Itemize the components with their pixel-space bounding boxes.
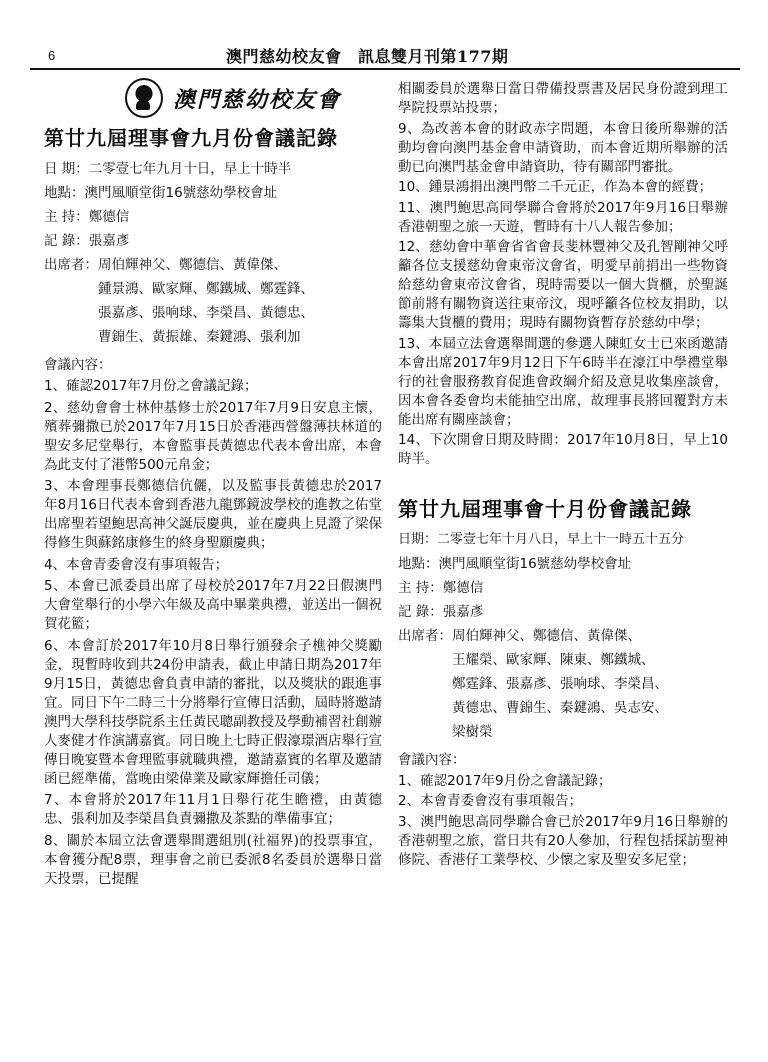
right-column [398, 80, 728, 871]
minutes-item: 10、鍾景鴻捐出澳門幣二千元正，作為本會的經費； [398, 179, 713, 195]
minutes-item: 7、本會將於2017年11月1日舉行花生瞻禮，由黃德忠、張利加及李榮昌負責彌撒及茶點的準備事宜； [44, 792, 382, 827]
attendees-line: 王耀榮、歐家輝、陳東、鄭鐵城、 [452, 651, 655, 668]
association-emblem-icon [125, 78, 163, 118]
minutes-item: 4、本會青委會沒有事項報告； [44, 556, 229, 573]
september-minutes-title: 第廿九屆理事會九月份會議記錄 [44, 126, 338, 150]
minutes-item: 9、為改善本會的財政赤字問題，本會日後所舉辦的活動均會向澳門基金會申請資助，而本會近期所舉辦的活動已向澳門基金會申請資助，待有關部門審批。 [398, 120, 728, 175]
page-number: 6 [48, 48, 56, 63]
september-attendees [44, 253, 382, 349]
attendees-line: 周伯輝神父、鄭德信、黃偉傑、 [452, 627, 641, 644]
october-content-label: 會議內容： [398, 751, 466, 768]
september-date: 日 期：二零壹七年九月十日，早上十時半 [44, 161, 292, 177]
september-content-label: 會議內容： [44, 357, 112, 373]
attendees-line: 黃德忠、曹錦生、秦鍵鴻、吳志安、 [452, 699, 668, 716]
minutes-item: 1、確認2017年7月份之會議記錄； [44, 378, 258, 394]
october-chair: 主 持：鄭德信 [398, 579, 484, 596]
october-recorder: 記 錄：張嘉彥 [398, 603, 484, 620]
minutes-item: 1、確認2017年9月份之會議記錄； [398, 772, 612, 789]
minutes-item: 3、本會理事長鄭德信伉儷，以及監事長黃德忠於2017年8月16日代表本會到香港九龍鄧鏡波學校的進教之佑堂出席聖若望鮑思高神父誕辰慶典，並在慶典上見證了梁保得修生與蘇銘康修生的終身聖願慶典； [44, 478, 382, 551]
minutes-item: 相關委員於選舉日當日帶備投票書及居民身份證到理工學院投票站投票； [398, 81, 728, 116]
minutes-item: 6、本會訂於2017年10月8日舉行頒發余子樵神父獎勵金，現暫時收到共24份申請表，截止申請日期為2017年9月15日，黃德忠會負責申請的審批，以及獎狀的跟進事宜。同日下午二時三十分將舉行宣傳日活動，屆時將邀請澳門大學科技學院系主任黃民聰副教授及學動補習社創辦人麥健才作演講嘉賓。同日晚上七時正假濠璟酒店舉行宣傳日晚宴暨本會理監事就職典禮，邀請嘉賓的名單及邀請函已經準備，當晚由梁偉業及歐家輝擔任司儀； [44, 637, 382, 787]
minutes-item: 11、澳門鮑思高同學聯合會將於2017年9月16日舉辦香港朝聖之旅一天遊，暫時有十八人報告參加； [398, 199, 728, 235]
minutes-item: 13、本屆立法會選舉間選的參選人陳虹女士已來函邀請本會出席2017年9月12日下午6時半在濠江中學禮堂舉行的社會服務教育促進會政綱介紹及意見收集座談會，因本會各委會均未能抽空出席，故理事長將回覆對方未能出席有關座談會； [398, 335, 728, 428]
attendees-line: 梁樹榮 [452, 723, 493, 740]
attendees-label: 出席者： [398, 627, 452, 644]
logo-text: 澳門慈幼校友會 [172, 86, 341, 113]
left-column [44, 78, 382, 891]
attendees-line: 鄭霆鋒、張嘉彥、張响球、李榮昌、 [452, 675, 668, 692]
attendees-line: 周伯輝神父、鄭德信、黃偉傑、 [98, 257, 287, 273]
september-recorder: 記 錄：張嘉彥 [44, 233, 130, 249]
association-logo [84, 78, 382, 118]
september-chair: 主 持：鄭德信 [44, 209, 130, 225]
october-minutes-title: 第廿九屆理事會十月份會議記錄 [398, 496, 692, 521]
october-attendees [398, 624, 728, 744]
minutes-item: 5、本會已派委員出席了母校於2017年7月22日假澳門大會堂舉行的小學六年級及高中畢業典禮，並送出一個祝賀花籃； [44, 578, 382, 632]
attendees-line: 鍾景鴻、歐家輝、鄭鐵城、鄭霆鋒、 [98, 281, 314, 297]
minutes-item: 3、澳門鮑思高同學聯合會已於2017年9月16日舉辦的香港朝聖之旅，當日共有20人參加，行程包括採訪聖神修院、香港仔工業學校、少懷之家及聖安多尼堂； [398, 813, 728, 868]
minutes-item: 14、下次開會日期及時間：2017年10月8日，早上10時半。 [398, 432, 728, 467]
october-location: 地點：澳門風順堂街16號慈幼學校會址 [398, 555, 632, 572]
attendees-label: 出席者： [44, 257, 98, 273]
minutes-item: 8、關於本屆立法會選舉間選組別(社福界)的投票事宜，本會獲分配8票，理事會之前已委派8名委員於選舉日當天投票，已提醒 [44, 832, 382, 887]
september-location: 地點：澳門風順堂街16號慈幼學校會址 [44, 185, 278, 201]
page-header [30, 40, 740, 70]
attendees-line: 張嘉彥、張响球、李榮昌、黃德忠、 [98, 305, 314, 321]
october-date: 日期：二零壹七年十月八日，早上十一時五十五分 [398, 531, 685, 547]
minutes-item: 2、慈幼會會士林仲基修士於2017年7月9日安息主懷，殯葬彌撒已於2017年7月15日於香港西營盤薄扶林道的聖安多尼堂舉行，本會監事長黃德忠代表本會出席，本會為此支付了港幣500元帛金； [44, 399, 382, 473]
minutes-item: 2、本會青委會沒有事項報告； [398, 793, 583, 809]
attendees-line: 曹錦生、黃振雄、秦鍵鴻、張利加 [98, 329, 301, 345]
minutes-item: 12、慈幼會中華會省省會長斐林豐神父及孔智剛神父呼籲各位支援慈幼會東帝汶會省，明愛早前捐出一些物資給慈幼會東帝汶會省，現時需要以一個大貨櫃，於聖誕節前將有關物資送往東帝汶，現呼籲各位校友捐助，以籌集大貨櫃的費用；現時有關物資暫存於慈幼中學； [398, 239, 728, 331]
publication-title: 澳門慈幼校友會 訊息雙月刊第177期 [226, 47, 509, 66]
